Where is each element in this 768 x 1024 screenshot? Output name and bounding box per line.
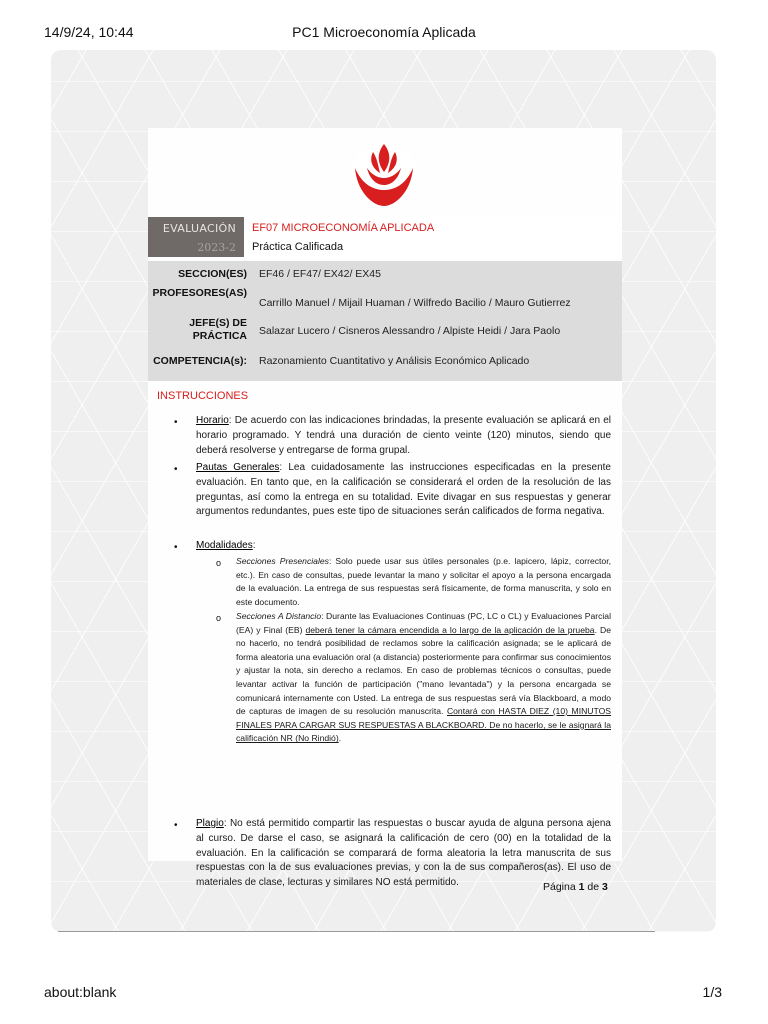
evaluation-label: EVALUACIÓN	[162, 222, 236, 235]
page-divider	[58, 931, 655, 932]
professors-value: Carrillo Manuel / Mijail Huaman / Wilfredo Bacilio / Mauro Gutierrez	[259, 297, 571, 309]
modalidades-label: Modalidades	[196, 540, 253, 551]
modalidades-text: :	[252, 540, 256, 551]
print-url: about:blank	[44, 984, 117, 1000]
heads-label-line2: PRÁCTICA	[192, 330, 247, 342]
instruction-distancia	[236, 610, 611, 746]
sub-bullet-icon: o	[216, 558, 222, 568]
bullet-icon: •	[174, 820, 178, 831]
distancia-text-3: .	[338, 733, 342, 744]
distancia-text-1: : Durante las Evaluaciones Continuas (PC, LC o CL) y Evaluaciones Parcial (EA) y Final (EB)	[236, 611, 611, 635]
bullet-icon: •	[174, 464, 178, 475]
evaluation-label-block	[148, 217, 244, 257]
horario-label: Horario	[196, 415, 229, 426]
print-pager: 1/3	[702, 984, 722, 1000]
page-prefix: Página	[543, 881, 579, 893]
print-footer	[0, 984, 768, 1002]
course-info-table	[148, 261, 622, 381]
competence-label: COMPETENCIA(s):	[153, 355, 247, 367]
instruction-presenciales	[236, 555, 611, 609]
horario-text: : De acuerdo con las indicaciones brindadas, la presente evaluación se aplicará en el horario programado. Y tendrá una duración de ciento veinte (120) minutos, siendo que deberá resolverse y entregarse de forma grupal.	[196, 415, 611, 456]
page-number	[543, 881, 608, 893]
evaluation-type: Práctica Calificada	[252, 241, 344, 253]
distancia-upload-deadline: Contará con HASTA DIEZ (10) MINUTOS FINALES PARA CARGAR SUS RESPUESTAS A BLACKBOARD. De no hacerlo, se le asignará la calificación NR (No Rindió)	[236, 706, 612, 744]
sections-value: EF46 / EF47/ EX42/ EX45	[259, 268, 381, 280]
distancia-camera-requirement: deberá tener la cámara encendida a lo largo de la aplicación de la prueba	[305, 624, 595, 635]
instruction-pautas	[196, 461, 611, 520]
presenciales-text: : Solo puede usar sus útiles personales (p.e. lapicero, lápiz, corrector, etc.). En caso de consultas, puede levantar la mano y solicitar el apoyo a la persona encargada de la evaluación. La entrega de sus respuestas será físicamente, de forma manuscrita, y solo en este documento.	[236, 556, 611, 607]
pautas-label: Pautas Generales	[196, 462, 280, 473]
competence-value: Razonamiento Cuantitativo y Análisis Económico Aplicado	[259, 355, 530, 367]
bullet-icon: •	[174, 417, 178, 428]
print-header	[0, 24, 768, 42]
plagio-label: Plagio	[196, 818, 224, 829]
course-code: EF07 MICROECONOMÍA APLICADA	[252, 222, 435, 234]
page-middle: de	[584, 881, 602, 893]
heads-label-line1: JEFE(S) DE	[189, 317, 247, 329]
evaluation-term: 2023-2	[197, 241, 236, 254]
bullet-icon: •	[174, 542, 178, 553]
instructions-title: INSTRUCCIONES	[157, 390, 249, 402]
heads-value: Salazar Lucero / Cisneros Alessandro / Alpiste Heidi / Jara Paolo	[259, 325, 561, 337]
instruction-modalidades	[196, 539, 611, 554]
distancia-text-2: . De no hacerlo, no tendrá posibilidad de reclamos sobre la calificación asignada; se le aplicará de forma aleatoria una evaluación oral (a distancia) posteriormente para confirmar sus conocimientos y ajustar la nota, sin derecho a reclamos. En caso de problemas técnicos o consultas, puede levantar activar la función de participación ("mano levantada") y la persona encargada se comunicará internamente con Usted. La entrega de sus respuestas será vía Blackboard, a modo de capturas de imagen de su resolución manuscrita.	[236, 624, 611, 717]
document-page	[51, 50, 716, 932]
page-current: 1	[578, 881, 585, 893]
instruction-horario	[196, 414, 611, 458]
print-date: 14/9/24, 10:44	[44, 24, 134, 40]
sections-label: SECCION(ES)	[178, 268, 247, 280]
plagio-text: : No está permitido compartir las respuestas o buscar ayuda de alguna persona ajena al curso. De darse el caso, se asignará la calificación de cero (00) en la totalidad de la evaluación. En la calificación se comparará de forma aleatoria la letra manuscrita de sus respuestas con la de sus evaluaciones previas, y con la de sus compañeros(as). El uso de materiales de clase, lecturas y similares NO está permitido.	[196, 818, 611, 889]
presenciales-label: Secciones Presenciales	[236, 556, 329, 566]
distancia-label: Secciones A Distancio	[236, 611, 322, 621]
pautas-text: : Lea cuidadosamente las instrucciones especificadas en la presente evaluación. En tanto que, en la calificación se considerará el orden de la resolución de las preguntas, así como la entrega en su totalidad. Evite divagar en sus respuestas y generar argumentos redundantes, pues este tipo de situaciones serán calificados de forma negativa.	[196, 462, 611, 518]
professors-label: PROFESORES(AS)	[152, 287, 247, 299]
print-title: PC1 Microeconomía Aplicada	[292, 24, 476, 40]
sub-bullet-icon: o	[216, 613, 222, 623]
instruction-plagio	[196, 817, 611, 891]
university-logo-icon	[351, 140, 417, 210]
page-total: 3	[601, 881, 608, 893]
evaluation-header	[148, 217, 622, 257]
